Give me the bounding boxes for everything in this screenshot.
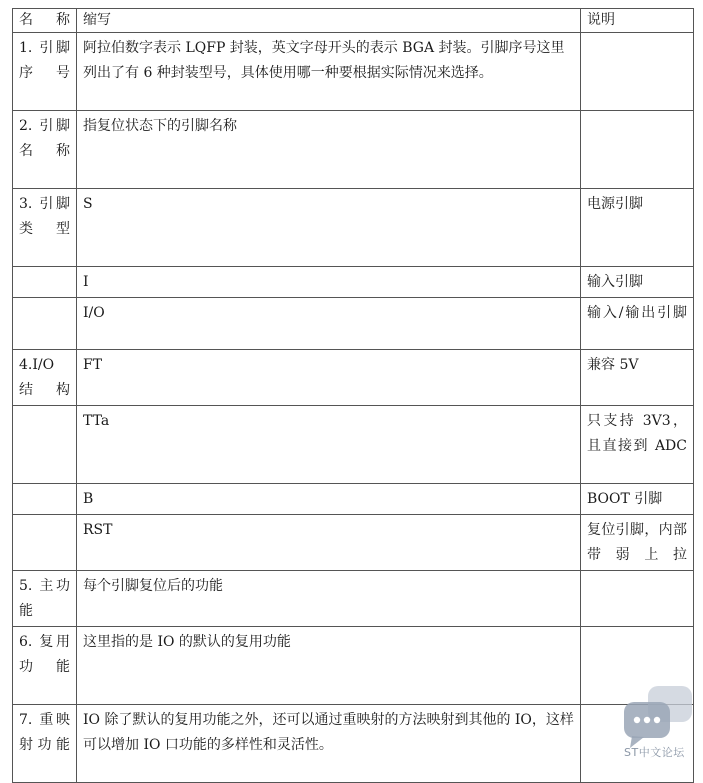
row-abbr: B [77,484,581,515]
row-abbr: 每个引脚复位后的功能 [77,571,581,627]
row-desc: 输入引脚 [581,267,694,298]
table-row [13,515,694,571]
row-desc: 兼容 5V [581,350,694,406]
header-name: 名称 [13,9,77,33]
header-desc: 说明 [581,9,694,33]
pin-definition-table [12,8,694,783]
table-row [13,189,694,267]
row-abbr: TTa [77,406,581,484]
table-row [13,627,694,705]
row-name [13,515,77,571]
table-header-row [13,9,694,33]
row-desc [581,111,694,189]
watermark-text: ST中文论坛 [624,746,685,759]
table-row [13,571,694,627]
row-name: 6. 复用功能 [13,627,77,705]
table-row [13,111,694,189]
row-desc [581,33,694,111]
row-desc: BOOT 引脚 [581,484,694,515]
row-name [13,484,77,515]
row-abbr: I/O [77,298,581,350]
table-row [13,406,694,484]
header-abbr: 缩写 [77,9,581,33]
table-row [13,298,694,350]
row-abbr: FT [77,350,581,406]
row-desc: 复位引脚，内部带弱上拉 [581,515,694,571]
row-abbr: IO 除了默认的复用功能之外，还可以通过重映射的方法映射到其他的 IO，这样可以增加 IO 口功能的多样性和灵活性。 [77,705,581,783]
table-row [13,350,694,406]
row-abbr: 阿拉伯数字表示 LQFP 封装，英文字母开头的表示 BGA 封装。引脚序号这里列出了有 6 种封装型号，具体使用哪一种要根据实际情况来选择。 [77,33,581,111]
table-row [13,267,694,298]
row-name: 4.I/O 结构 [13,350,77,406]
row-abbr: I [77,267,581,298]
row-abbr: 这里指的是 IO 的默认的复用功能 [77,627,581,705]
table-row [13,705,694,783]
row-abbr: RST [77,515,581,571]
row-name: 3. 引脚类型 [13,189,77,267]
row-desc: 只支持 3V3，且直接到 ADC [581,406,694,484]
row-name [13,406,77,484]
row-name: 1. 引脚序号 [13,33,77,111]
row-name: 2. 引脚名称 [13,111,77,189]
row-abbr: 指复位状态下的引脚名称 [77,111,581,189]
row-abbr: S [77,189,581,267]
row-name: 5. 主功能 [13,571,77,627]
table-row [13,484,694,515]
row-name [13,267,77,298]
table-row [13,33,694,111]
row-name [13,298,77,350]
row-desc: 电源引脚 [581,189,694,267]
row-desc [581,571,694,627]
row-desc: 输入/输出引脚 [581,298,694,350]
row-name: 7. 重映射功能 [13,705,77,783]
